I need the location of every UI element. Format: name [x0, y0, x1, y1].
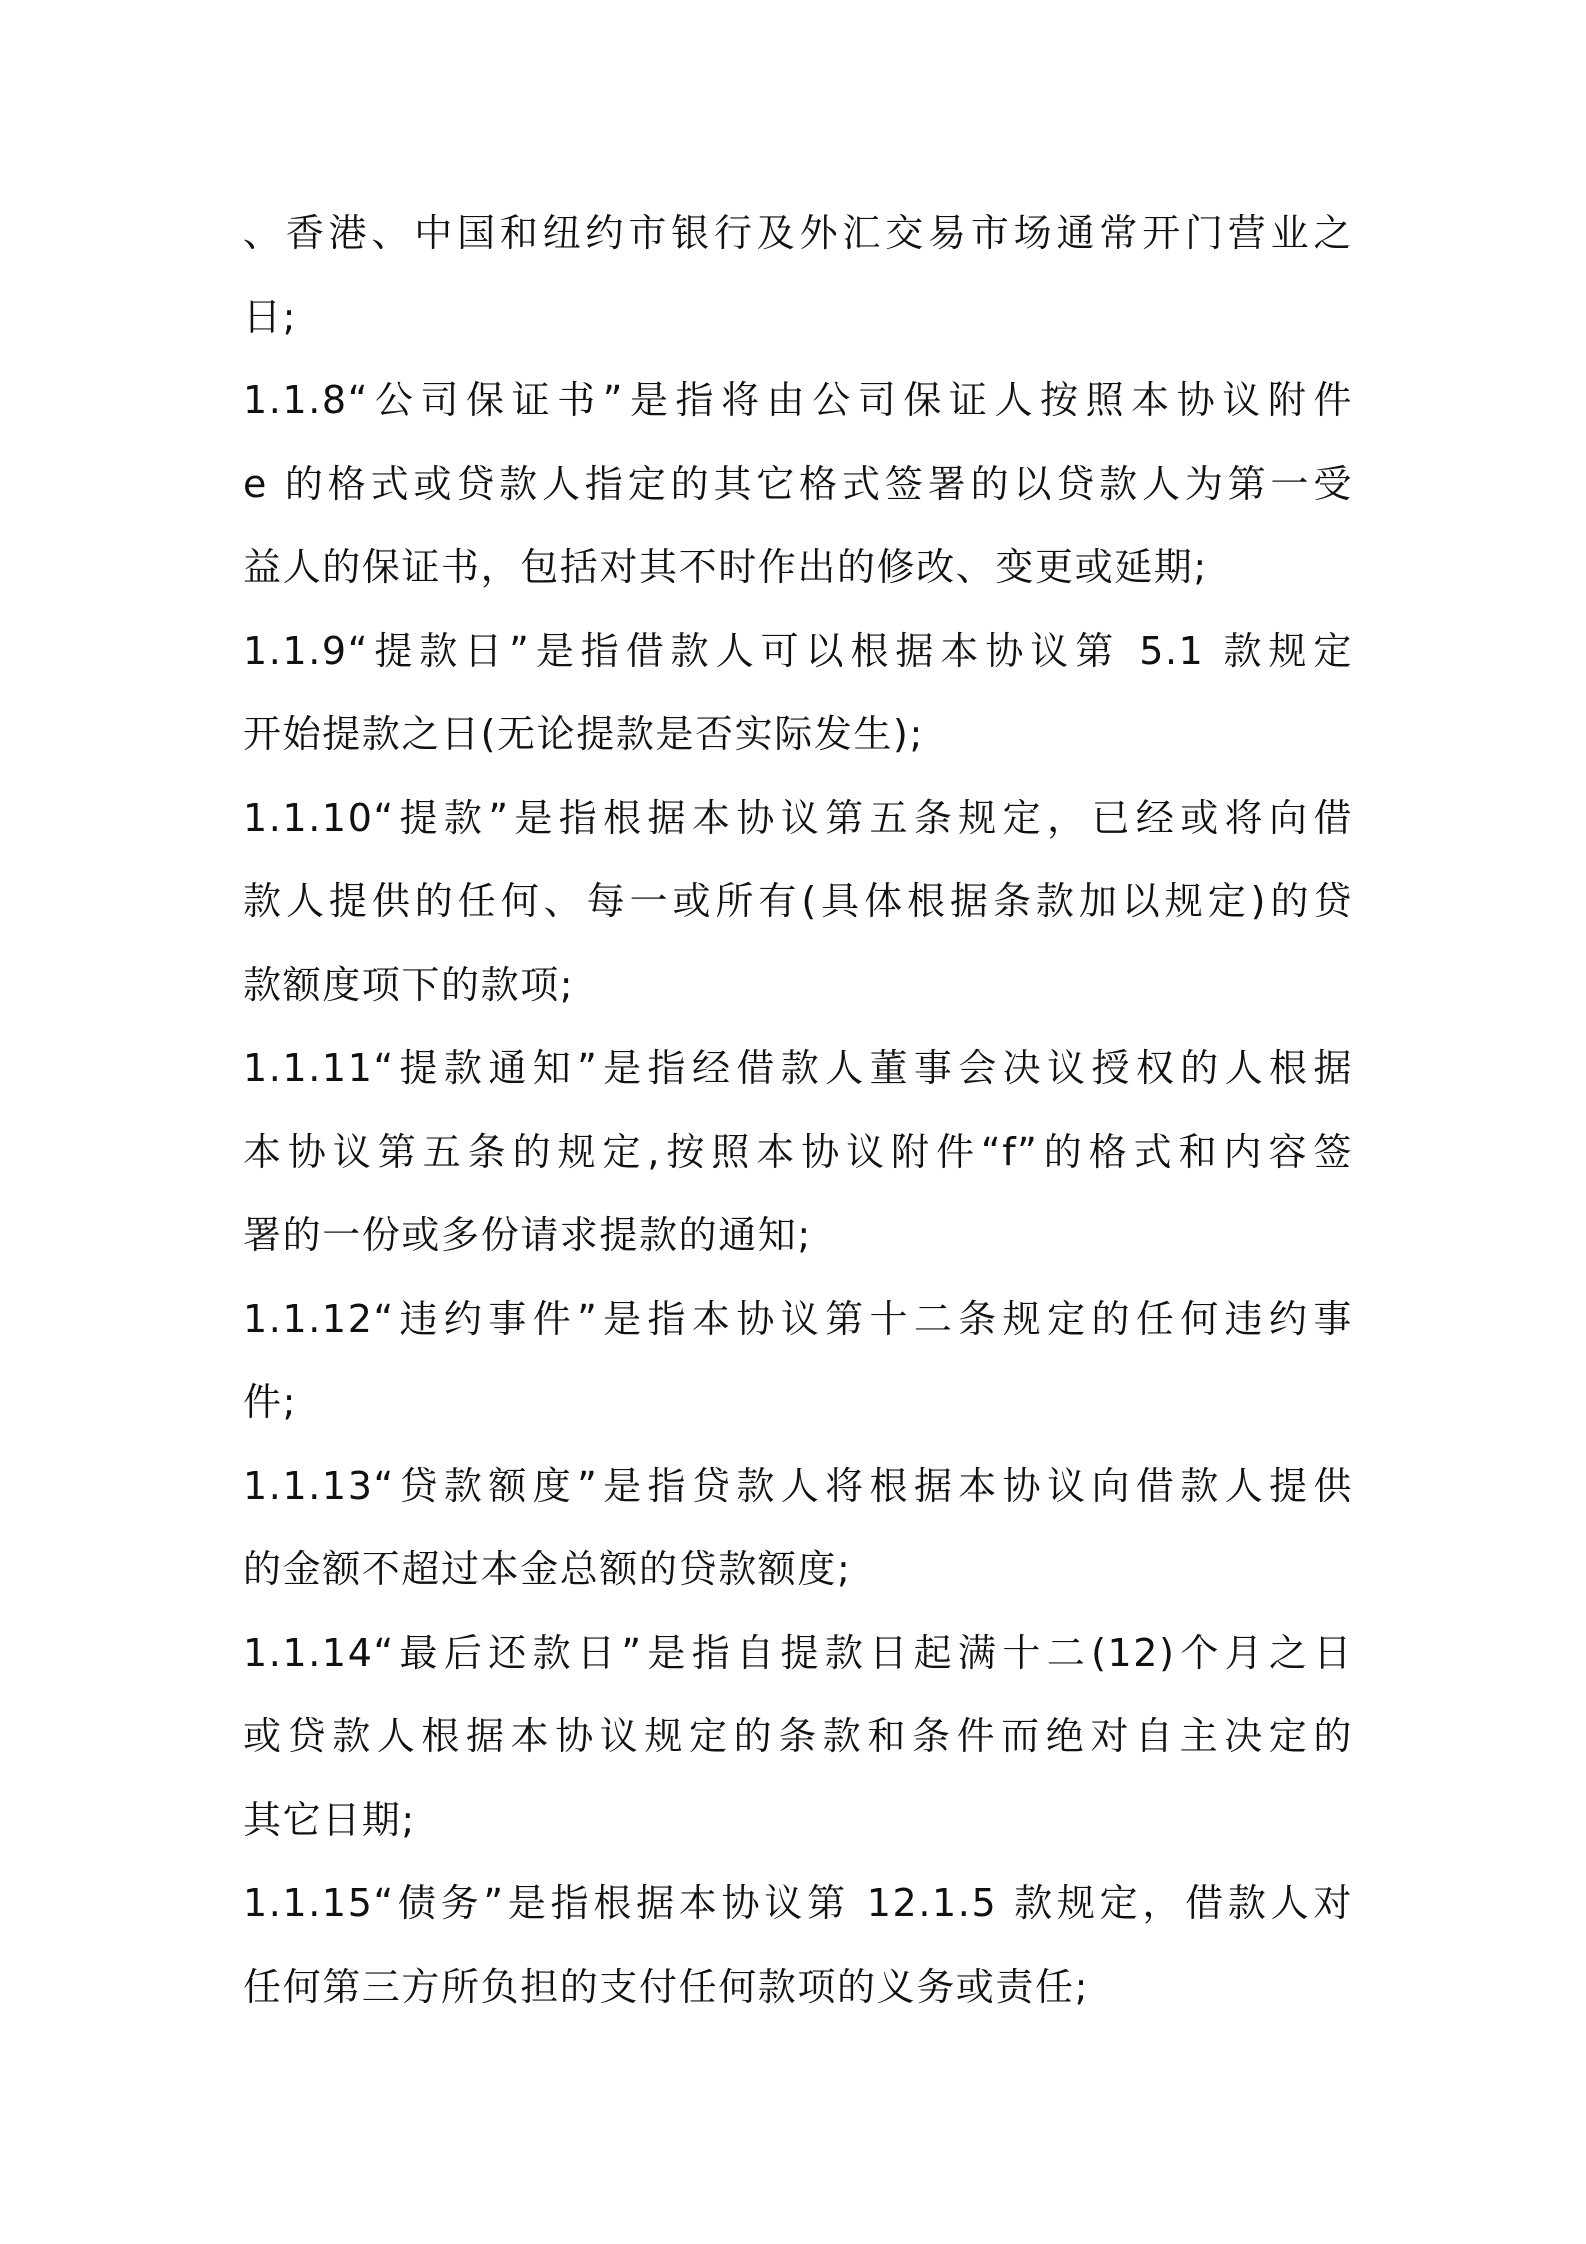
paragraph-business-day-continuation [243, 192, 1353, 359]
text-line: 署的一份或多份请求提款的通知; [243, 1213, 812, 1257]
text-line: 1.1.15“债务”是指根据本协议第 12.1.5 款规定，借款人对 [243, 1881, 1353, 1925]
text-line: 其它日期; [243, 1797, 416, 1842]
text-line: 1.1.8“公司保证书”是指将由公司保证人按照本协议附件 [243, 378, 1353, 422]
text-line: 1.1.13“贷款额度”是指贷款人将根据本协议向借款人提供 [243, 1463, 1353, 1508]
text-line: 或贷款人根据本协议规定的条款和条件而绝对自主决定的 [243, 1714, 1353, 1758]
text-line: 1.1.10“提款”是指根据本协议第五条规定，已经或将向借 [243, 795, 1353, 840]
text-line: 益人的保证书，包括对其不时作出的修改、变更或延期; [243, 545, 1208, 589]
text-line: 款人提供的任何、每一或所有(具体根据条款加以规定)的贷 [243, 879, 1353, 923]
text-line: 开始提款之日(无论提款是否实际发生); [243, 712, 924, 756]
text-line: 日; [243, 294, 298, 339]
paragraph-clause-1-1-14 [243, 1612, 1353, 1863]
text-line: 1.1.9“提款日”是指借款人可以根据本协议第 5.1 款规定 [243, 628, 1353, 673]
paragraph-clause-1-1-12 [243, 1278, 1353, 1445]
document-page [243, 192, 1353, 2029]
text-line: 任何第三方所负担的支付任何款项的义务或责任; [243, 1964, 1090, 2009]
paragraph-clause-1-1-8 [243, 359, 1353, 610]
text-line: 款额度项下的款项; [243, 962, 575, 1007]
text-line: 本协议第五条的规定,按照本协议附件“f”的格式和内容签 [243, 1129, 1353, 1174]
text-line: 、香港、中国和纽约市银行及外汇交易市场通常开门营业之 [243, 211, 1353, 255]
text-line: 1.1.11“提款通知”是指经借款人董事会决议授权的人根据 [243, 1046, 1353, 1090]
text-line: 件; [243, 1380, 298, 1424]
paragraph-clause-1-1-13 [243, 1445, 1353, 1612]
text-line: 的金额不超过本金总额的贷款额度; [243, 1547, 852, 1591]
paragraph-clause-1-1-9 [243, 610, 1353, 777]
text-line: e 的格式或贷款人指定的其它格式签署的以贷款人为第一受 [243, 461, 1353, 506]
paragraph-clause-1-1-15 [243, 1862, 1353, 2029]
text-line: 1.1.14“最后还款日”是指自提款日起满十二(12)个月之日 [243, 1630, 1353, 1675]
paragraph-clause-1-1-10 [243, 777, 1353, 1028]
text-line: 1.1.12“违约事件”是指本协议第十二条规定的任何违约事 [243, 1296, 1353, 1341]
paragraph-clause-1-1-11 [243, 1027, 1353, 1278]
